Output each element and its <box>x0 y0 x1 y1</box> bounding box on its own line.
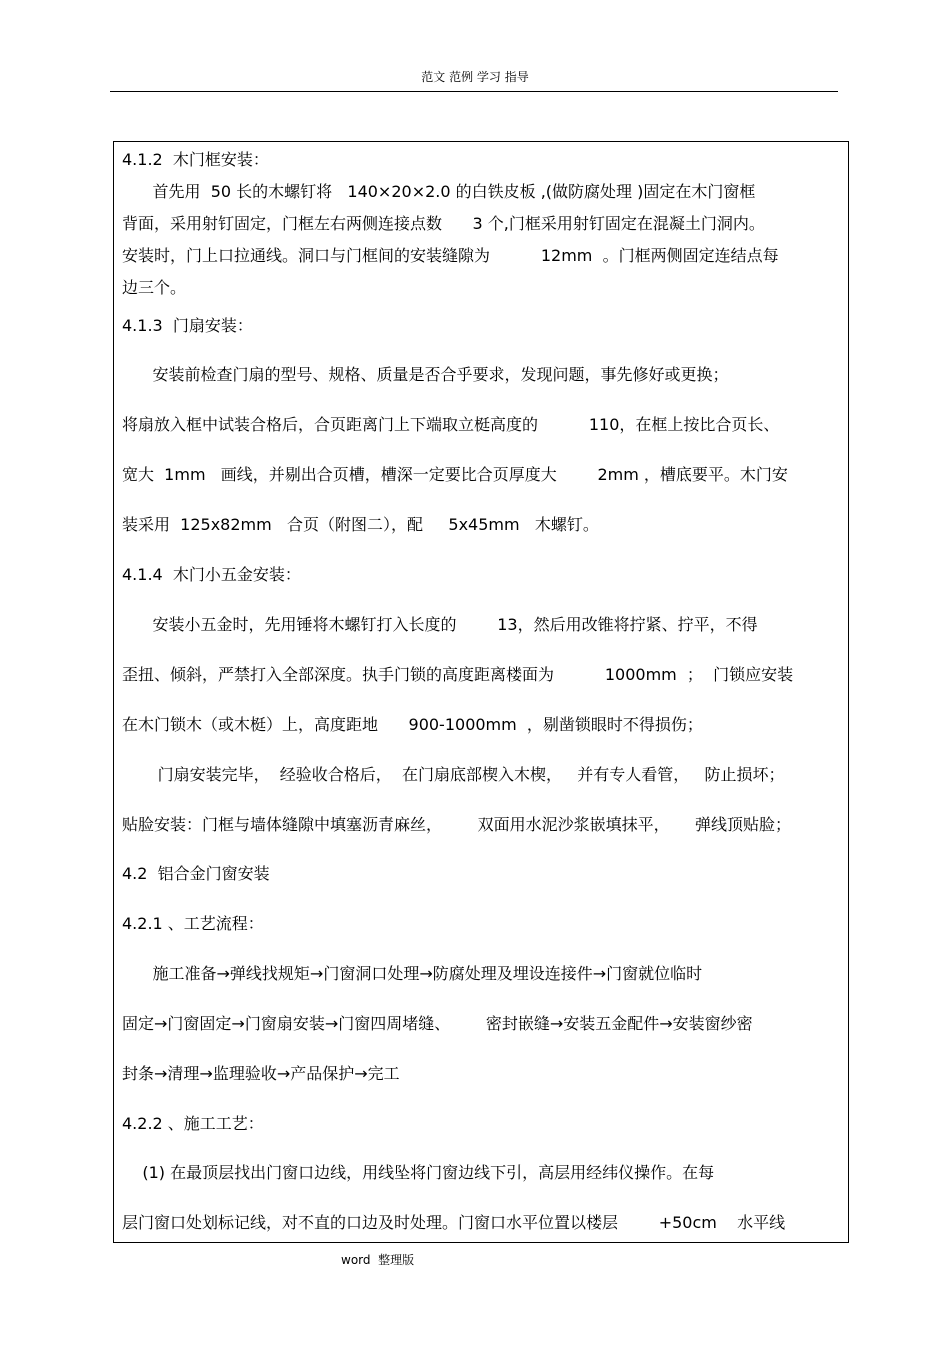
text-line: 将扇放入框中试装合格后，合页距离门上下端取立梃高度的 110，在框上按比合页长、 <box>122 415 780 434</box>
text-line: 施工准备→弹线找规矩→门窗洞口处理→防腐处理及埋设连接件→门窗就位临时 <box>122 964 703 983</box>
page-header: 范文 范例 学习 指导 <box>421 70 529 84</box>
text-line: 4.1.4 木门小五金安装： <box>122 565 301 584</box>
text-line: 安装小五金时，先用锤将木螺钉打入长度的 13，然后用改锥将拧紧、拧平，不得 <box>122 615 758 634</box>
text-line: 4.1.2 木门框安装： <box>122 150 269 169</box>
text-line: 门扇安装完毕， 经验收合格后， 在门扇底部楔入木楔， 并有专人看管， 防止损坏； <box>122 765 785 784</box>
text-line: 安装前检查门扇的型号、规格、质量是否合乎要求，发现问题，事先修好或更换； <box>122 365 729 384</box>
text-line: 装采用 125x82mm 合页（附图二），配 5x45mm 木螺钉。 <box>122 515 599 534</box>
text-line: 4.2.1 、工艺流程： <box>122 914 264 933</box>
text-line: 4.2 铝合金门窗安装 <box>122 864 270 883</box>
text-line: 4.1.3 门扇安装： <box>122 316 253 335</box>
text-line: 4.2.2 、施工工艺： <box>122 1114 264 1133</box>
text-line: 背面，采用射钉固定，门框左右两侧连接点数 3 个,门框采用射钉固定在混凝土门洞内。 <box>122 214 765 233</box>
text-line: 在木门锁木（或木梃）上，高度距地 900-1000mm ，剔凿锁眼时不得损伤； <box>122 715 703 734</box>
text-line: 歪扭、倾斜，严禁打入全部深度。执手门锁的高度距离楼面为 1000mm ； 门锁应安装 <box>122 665 794 684</box>
text-line: 首先用 50 长的木螺钉将 140×20×2.0 的白铁皮板 ,(做防腐处理 )固定在木门窗框 <box>122 182 756 201</box>
text-line: 宽大 1mm 画线，并剔出合页槽，槽深一定要比合页厚度大 2mm ，槽底要平。木门安 <box>122 465 788 484</box>
page-footer: word 整理版 <box>341 1253 415 1267</box>
content-box <box>113 141 849 1243</box>
text-line: 安装时，门上口拉通线。洞口与门框间的安装缝隙为 12mm 。门框两侧固定连结点每 <box>122 246 779 265</box>
header-rule <box>110 91 838 92</box>
text-line: 层门窗口处划标记线，对不直的口边及时处理。门窗口水平位置以楼层 +50cm 水平线 <box>122 1213 786 1232</box>
text-line: 封条→清理→监理验收→产品保护→完工 <box>122 1064 400 1083</box>
text-line: 贴脸安装：门框与墙体缝隙中填塞沥青麻丝， 双面用水泥沙浆嵌填抹平， 弹线顶贴脸； <box>122 815 792 834</box>
text-line: (1) 在最顶层找出门窗口边线，用线坠将门窗边线下引，高层用经纬仪操作。在每 <box>122 1163 715 1182</box>
text-line: 固定→门窗固定→门窗扇安装→门窗四周堵缝、 密封嵌缝→安装五金配件→安装窗纱密 <box>122 1014 753 1033</box>
text-line: 边三个。 <box>122 278 187 297</box>
